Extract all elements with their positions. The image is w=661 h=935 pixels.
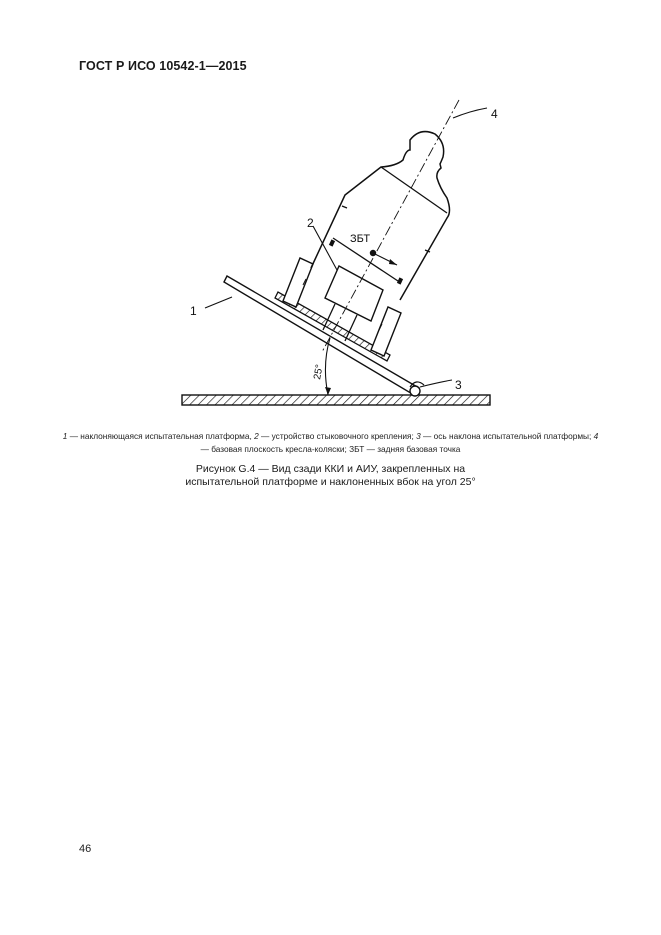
rear-reference-point [350,233,397,265]
callout-4: 4 [491,107,498,121]
legend-text-4: — базовая плоскость кресла-коляски; ЗБТ — задняя базовая точка [200,444,461,454]
point-label-zbt: ЗБТ [350,233,371,245]
dummy-outline [311,132,450,300]
page-number: 46 [79,843,92,855]
legend-num-4: 4 [593,431,599,441]
legend-text-1: — наклоняющаяся испытательная платформа, [67,431,255,441]
caption-line-1: Рисунок G.4 — Вид сзади ККИ и АИУ, закрепленных на [195,463,466,475]
legend-text-2: — устройство стыковочного крепления; [258,431,417,441]
figure-legend [60,430,601,456]
caption-line-2: испытательной платформе и наклоненных вбок на угол 25° [185,476,476,488]
figure-caption [160,463,501,489]
legend-num-2: 2 [254,431,259,441]
figure-drawing [0,0,661,420]
callout-3: 3 [455,378,462,392]
angle-indicator [312,338,331,395]
legend-num-1: 1 [62,431,68,441]
document-header: ГОСТ Р ИСО 10542-1—2015 [79,59,247,73]
angle-label: 25° [312,363,326,381]
legend-text-3: — ось наклона испытательной платформы; [420,431,594,441]
ground-base [182,395,490,405]
tilt-axis-pivot [410,382,424,396]
callout-1: 1 [190,304,197,318]
legend-num-3: 3 [416,431,421,441]
callout-2: 2 [307,216,314,230]
